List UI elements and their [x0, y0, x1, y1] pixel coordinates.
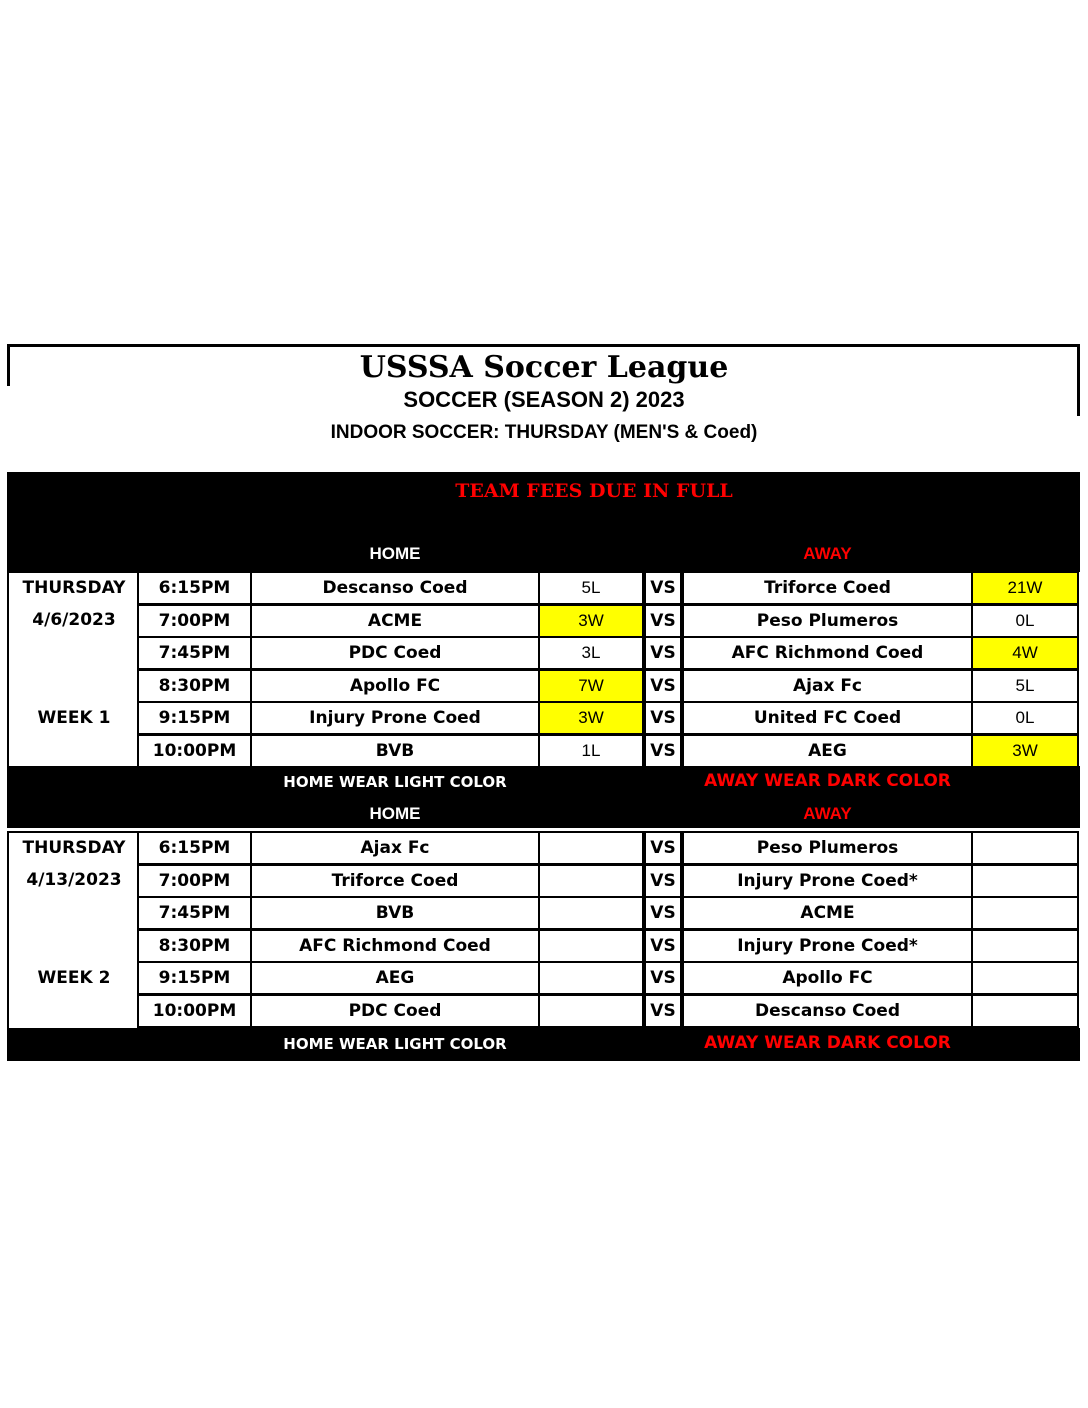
home-team: AEG: [250, 961, 540, 995]
home-column-header: HOME: [369, 544, 421, 563]
header-border-top: [7, 344, 1080, 347]
vs-label: VS: [644, 994, 682, 1028]
day-top-line-2: [7, 831, 139, 833]
table-left-edge-2: [7, 831, 9, 1028]
game-time: 7:45PM: [137, 896, 252, 930]
home-wear-note: HOME WEAR LIGHT COLOR: [283, 1035, 507, 1053]
date-label: 4/6/2023: [32, 610, 116, 630]
home-team: AFC Richmond Coed: [250, 929, 540, 963]
date-label: 4/13/2023: [26, 870, 122, 890]
game-time: 6:15PM: [137, 831, 252, 865]
week-label: WEEK 2: [37, 968, 111, 988]
game-time: 10:00PM: [137, 734, 252, 768]
game-time: 7:00PM: [137, 864, 252, 898]
vs-label: VS: [644, 571, 682, 605]
away-score: [971, 994, 1079, 1028]
home-score: 1L: [538, 734, 644, 768]
game-time: 8:30PM: [137, 929, 252, 963]
away-team: Peso Plumeros: [682, 831, 973, 865]
vs-label: VS: [644, 734, 682, 768]
away-team: Injury Prone Coed*: [682, 864, 973, 898]
away-team: Ajax Fc: [682, 669, 973, 703]
vs-label: VS: [644, 701, 682, 735]
day-label: THURSDAY: [22, 578, 126, 598]
vs-label: VS: [644, 961, 682, 995]
home-team: Descanso Coed: [250, 571, 540, 605]
home-team: Apollo FC: [250, 669, 540, 703]
away-team: Triforce Coed: [682, 571, 973, 605]
home-score: [538, 929, 644, 963]
game-time: 6:15PM: [137, 571, 252, 605]
table-left-edge: [7, 571, 9, 768]
away-team: Apollo FC: [682, 961, 973, 995]
home-score: [538, 864, 644, 898]
home-score: 5L: [538, 571, 644, 605]
away-wear-note: AWAY WEAR DARK COLOR: [704, 771, 951, 791]
home-team: Injury Prone Coed: [250, 701, 540, 735]
home-score: 7W: [538, 669, 644, 703]
away-score: [971, 896, 1079, 930]
day-label: THURSDAY: [22, 838, 126, 858]
away-team: United FC Coed: [682, 701, 973, 735]
vs-label: VS: [644, 669, 682, 703]
away-column-header: AWAY: [803, 544, 852, 563]
vs-label: VS: [644, 864, 682, 898]
away-team: AFC Richmond Coed: [682, 636, 973, 670]
game-time: 10:00PM: [137, 994, 252, 1028]
vs-label: VS: [644, 604, 682, 638]
home-wear-note: HOME WEAR LIGHT COLOR: [283, 773, 507, 791]
away-column-header: AWAY: [803, 804, 852, 823]
away-score: 0L: [971, 701, 1079, 735]
away-score: [971, 864, 1079, 898]
home-team: ACME: [250, 604, 540, 638]
team-fees-notice: TEAM FEES DUE IN FULL: [455, 480, 733, 502]
game-time: 9:15PM: [137, 701, 252, 735]
vs-label: VS: [644, 831, 682, 865]
away-score: [971, 831, 1079, 865]
day-column: [9, 831, 137, 1029]
home-score: [538, 896, 644, 930]
away-team: Descanso Coed: [682, 994, 973, 1028]
home-team: BVB: [250, 896, 540, 930]
away-team: ACME: [682, 896, 973, 930]
home-score: 3W: [538, 604, 644, 638]
away-score: 21W: [971, 571, 1079, 605]
game-time: 7:00PM: [137, 604, 252, 638]
day-column-divider: [9, 864, 137, 866]
away-team: AEG: [682, 734, 973, 768]
away-team: Injury Prone Coed*: [682, 929, 973, 963]
away-score: 4W: [971, 636, 1079, 670]
game-time: 9:15PM: [137, 961, 252, 995]
game-time: 7:45PM: [137, 636, 252, 670]
away-score: [971, 961, 1079, 995]
away-score: 3W: [971, 734, 1079, 768]
page-title: USSSA Soccer League: [359, 350, 729, 385]
day-column-divider: [9, 604, 137, 606]
vs-label: VS: [644, 896, 682, 930]
day-top-line-1: [7, 571, 139, 573]
away-team: Peso Plumeros: [682, 604, 973, 638]
home-team: BVB: [250, 734, 540, 768]
away-score: [971, 929, 1079, 963]
day-column: [9, 571, 137, 769]
week-label: WEEK 1: [37, 708, 111, 728]
game-time: 8:30PM: [137, 669, 252, 703]
home-score: 3L: [538, 636, 644, 670]
home-column-header: HOME: [369, 804, 421, 823]
league-subtitle: INDOOR SOCCER: THURSDAY (MEN'S & Coed): [330, 422, 758, 443]
away-wear-note: AWAY WEAR DARK COLOR: [704, 1033, 951, 1053]
away-score: 0L: [971, 604, 1079, 638]
home-team: PDC Coed: [250, 636, 540, 670]
home-score: [538, 831, 644, 865]
vs-label: VS: [644, 636, 682, 670]
home-team: Ajax Fc: [250, 831, 540, 865]
vs-label: VS: [644, 929, 682, 963]
home-score: 3W: [538, 701, 644, 735]
season-subtitle: SOCCER (SEASON 2) 2023: [403, 387, 685, 412]
away-score: 5L: [971, 669, 1079, 703]
home-score: [538, 994, 644, 1028]
home-team: PDC Coed: [250, 994, 540, 1028]
home-score: [538, 961, 644, 995]
home-team: Triforce Coed: [250, 864, 540, 898]
